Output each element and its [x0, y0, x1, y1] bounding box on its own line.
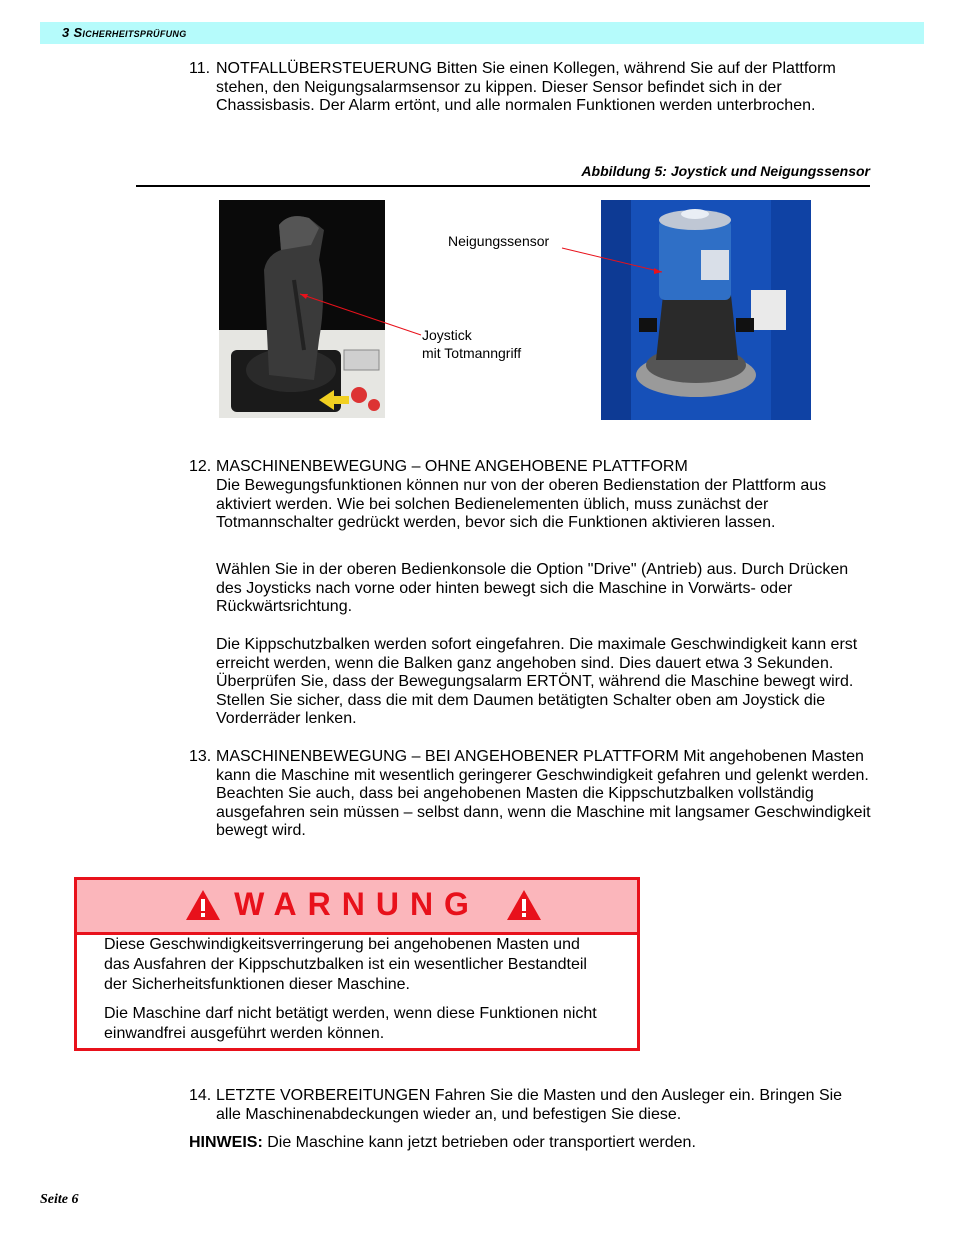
- label-tilt-sensor: Neigungssensor: [448, 233, 550, 249]
- section-title: 3 Sicherheitsprüfung: [62, 25, 187, 40]
- step-14-text: LETZTE VORBEREITUNGEN Fahren Sie die Masten und den Ausleger ein. Bringen Sie alle Maschinenabdeckungen wieder an, und befestigen Sie diese.: [216, 1087, 843, 1123]
- step-12-paragraph-2: Wählen Sie in der oberen Bedienkonsole die Option "Drive" (Antrieb) aus. Durch Drücken des Joysticks nach vorne oder hinten bewegt sich die Maschine in Vorwärts- oder Rückwärtsrichtung.: [216, 561, 849, 616]
- step-12-title: MASCHINENBEWEGUNG – OHNE ANGEHOBENE PLATTFORM: [216, 458, 688, 475]
- step-number: 13.: [189, 748, 212, 765]
- step-number: 11.: [189, 60, 211, 77]
- label-joystick: Joystick: [422, 327, 472, 343]
- warning-paragraph-1: Diese Geschwindigkeitsverringerung bei angehobenen Masten und das Ausfahren der Kippschutzbalken ist ein wesentlicher Bestandteil der Sicherheitsfunktionen dieser Maschine.: [104, 936, 587, 993]
- warning-box: [74, 877, 640, 1051]
- step-12-paragraph-1: Die Bewegungsfunktionen können nur von der oberen Bedienstation der Plattform aus aktiviert werden. Wie bei solchen Bedienelementen üblich, muss zunächst der Totmannschalter gedrückt werden, bevor sich die Funktionen aktivieren lassen.: [216, 477, 827, 532]
- warning-triangle-icon: [505, 888, 543, 922]
- figure-caption: Abbildung 5: Joystick und Neigungssensor: [581, 163, 870, 179]
- note-text: Die Maschine kann jetzt betrieben oder transportiert werden.: [262, 1134, 696, 1151]
- step-13-text: MASCHINENBEWEGUNG – BEI ANGEHOBENER PLATTFORM Mit angehobenen Masten kann die Maschine mit wesentlich geringerer Geschwindigkeit gefahren und gelenkt werden. Beachten Sie auch, dass bei angehobenen Masten die Kippschutzbalken vollständig ausgefahren sein müssen – selbst dann, wenn die Maschine mit langsamer Geschwindigkeit bewegt wird.: [216, 748, 871, 840]
- page-number: Seite 6: [40, 1192, 79, 1207]
- step-number: 14.: [189, 1087, 212, 1104]
- note: [189, 1134, 869, 1153]
- step-12-paragraph-3: Die Kippschutzbalken werden sofort eingefahren. Die maximale Geschwindigkeit kann erst erreicht werden, wenn die Balken ganz angehoben sind. Dies dauert etwa 3 Sekunden. Überprüfen Sie, dass der Bewegungsalarm ERTÖNT, während die Maschine bewegt wird. Stellen Sie sicher, dass die mit dem Daumen betätigten Schalter oben am Joystick die Vorderräder lenken.: [216, 636, 858, 728]
- warning-header: [77, 880, 637, 935]
- step-number: 12.: [189, 458, 212, 475]
- note-label: HINWEIS:: [189, 1134, 263, 1151]
- label-deadman-grip: mit Totmanngriff: [422, 345, 522, 361]
- warning-paragraph-2: Die Maschine darf nicht betätigt werden, wenn diese Funktionen nicht einwandfrei ausgeführt werden können.: [104, 1005, 597, 1042]
- warning-title: WARNUNG: [234, 886, 480, 922]
- step-11-text: NOTFALLÜBERSTEUERUNG Bitten Sie einen Kollegen, während Sie auf der Plattform stehen, den Neigungsalarmsensor zu kippen. Dieser Sensor befindet sich in der Chassisbasis. Der Alarm ertönt, und alle normalen Funktionen werden unterbrochen.: [216, 60, 836, 115]
